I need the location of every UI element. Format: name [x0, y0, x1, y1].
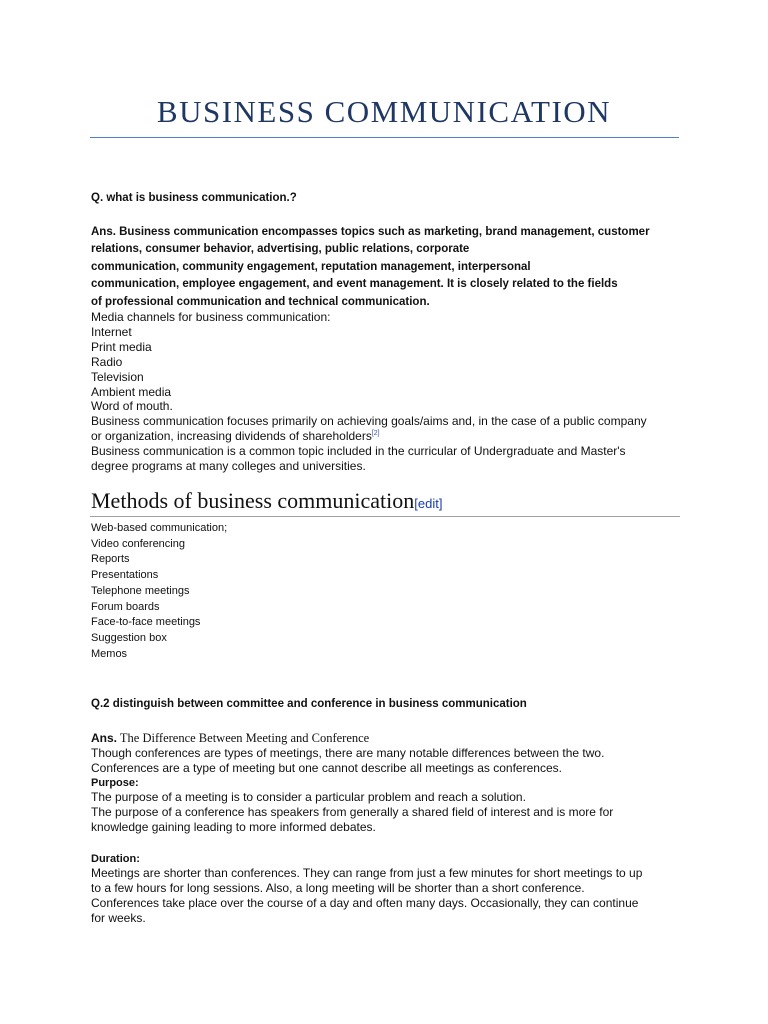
- answer-1: [91, 224, 681, 311]
- media-item: Television: [91, 369, 144, 384]
- answer-1-line: relations, consumer behavior, advertising, public relations, corporate: [91, 243, 470, 256]
- answer-1-line: communication, employee engagement, and event management. It is closely related to the fields: [91, 278, 618, 291]
- media-item: Ambient media: [91, 384, 172, 399]
- media-item: Word of mouth.: [91, 399, 173, 414]
- duration-label: Duration:: [91, 853, 140, 865]
- method-item: Memos: [91, 647, 128, 660]
- method-item: Reports: [91, 553, 130, 566]
- media-intro: Media channels for business communication:: [91, 310, 331, 324]
- answer-2-heading: The Difference Between Meeting and Conference: [117, 731, 370, 745]
- common-topic-line: Business communication is a common topic included in the curricular of Undergraduate and Master's: [91, 444, 626, 459]
- citation-link[interactable]: [2]: [371, 430, 380, 438]
- method-item: Face-to-face meetings: [91, 616, 201, 629]
- method-item: Presentations: [91, 569, 159, 582]
- duration-line: Meetings are shorter than conferences. They can range from just a few minutes for short meetings to up: [91, 866, 643, 880]
- duration-line: for weeks.: [91, 911, 146, 925]
- methods-heading: [91, 488, 442, 514]
- purpose-line: The purpose of a conference has speakers from generally a shared field of interest and is more for: [91, 805, 614, 819]
- duration-line: Conferences take place over the course of a day and often many days. Occasionally, they can continue: [91, 896, 639, 910]
- edit-link[interactable]: [edit]: [414, 496, 443, 511]
- focus-text: or organization, increasing dividends of shareholders: [91, 429, 372, 444]
- purpose-label: Purpose:: [91, 777, 139, 789]
- answer-1-line: communication, community engagement, reputation management, interpersonal: [91, 260, 531, 273]
- focus-line: [91, 429, 681, 444]
- question-1: Q. what is business communication.?: [91, 192, 297, 204]
- duration-section: [91, 852, 681, 926]
- answer-2-intro: [91, 746, 681, 835]
- methods-heading-text: Methods of business communication: [91, 488, 415, 513]
- document-title: BUSINESS COMMUNICATION: [156, 94, 612, 129]
- duration-line: to a few hours for long sessions. Also, a long meeting will be shorter than a short conference.: [91, 881, 585, 895]
- focus-line: Business communication focuses primarily on achieving goals/aims and, in the case of a public company: [91, 414, 647, 429]
- question-2: Q.2 distinguish between committee and conference in business communication: [91, 698, 527, 710]
- media-channels-section: [91, 310, 681, 474]
- method-item: Web-based communication;: [91, 522, 228, 534]
- answer-1-line: Ans. Business communication encompasses topics such as marketing, brand management, customer: [91, 226, 650, 238]
- title-underline: [90, 137, 679, 138]
- intro-line: Though conferences are types of meetings, there are many notable differences between the two.: [91, 746, 605, 760]
- answer-2-title: [91, 731, 369, 746]
- method-item: Forum boards: [91, 600, 160, 613]
- purpose-line: The purpose of a meeting is to consider a particular problem and reach a solution.: [91, 790, 526, 804]
- method-item: Suggestion box: [91, 631, 167, 644]
- method-item: Video conferencing: [91, 537, 185, 550]
- method-item: Telephone meetings: [91, 584, 190, 597]
- purpose-line: knowledge gaining leading to more informed debates.: [91, 820, 376, 834]
- intro-line: Conferences are a type of meeting but one cannot describe all meetings as conferences.: [91, 761, 562, 775]
- answer-1-line: of professional communication and technical communication.: [91, 295, 430, 308]
- media-item: Internet: [91, 324, 132, 339]
- methods-underline: [90, 516, 680, 517]
- methods-list: [91, 521, 227, 662]
- answer-2-prefix: Ans.: [91, 731, 118, 745]
- media-item: Radio: [91, 354, 123, 369]
- common-topic-line: degree programs at many colleges and universities.: [91, 459, 366, 474]
- media-item: Print media: [91, 339, 152, 354]
